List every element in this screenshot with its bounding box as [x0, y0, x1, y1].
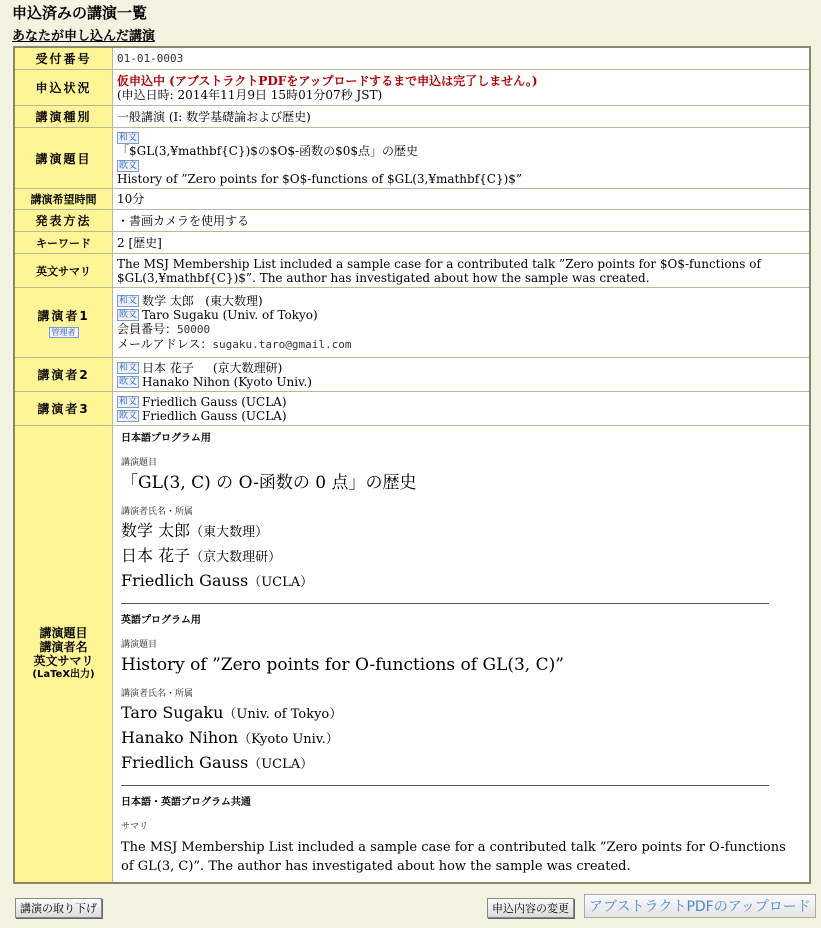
upload-pdf-button[interactable]: アブストラクトPDFのアップロード: [584, 894, 816, 918]
speaker1-ja-aff: (東大数理): [205, 293, 263, 308]
method-label: 発表方法: [14, 210, 113, 232]
speaker2-value: [113, 358, 811, 392]
row-title: [14, 128, 810, 189]
status-date: (申込日時: 2014年11月9日 15時01分07秒 JST): [117, 87, 383, 102]
speaker1-label-cell: [14, 288, 113, 358]
row-speaker3: [14, 392, 810, 426]
speaker3-label: 講演者3: [14, 392, 113, 426]
receipt-label: 受付番号: [14, 47, 113, 70]
en-speakers-heading: 講演者氏名・所属: [121, 689, 194, 699]
summary-heading: サマリ: [121, 822, 149, 832]
latex-label-1: 講演題目: [39, 626, 88, 640]
row-speaker2: [14, 358, 810, 392]
en-tag: 欧文: [119, 411, 138, 421]
ja-speaker-2: 日本 花子（京大数理研）: [121, 546, 282, 565]
en-speaker-2: Hanako Nihon（Kyoto Univ.）: [121, 728, 339, 747]
en-speaker-1: Taro Sugaku（Univ. of Tokyo）: [121, 703, 343, 722]
latex-output: [113, 426, 811, 884]
keyword-value: 2 [歴史]: [113, 232, 811, 254]
en-speaker-3: Friedlich Gauss（UCLA）: [121, 753, 314, 772]
en-title-heading: 講演題目: [121, 640, 158, 650]
my-talks-link[interactable]: あなたが申し込んだ講演: [12, 29, 156, 44]
speaker3-en: Friedlich Gauss (UCLA): [142, 408, 287, 423]
speaker2-label: 講演者2: [14, 358, 113, 392]
summary-label: 英文サマリ: [14, 254, 113, 288]
title-ja: 「$GL(3,¥mathbf{C})$の$O$-函数の$0$点」の歴史: [117, 144, 418, 158]
row-method: [14, 210, 810, 232]
ja-tag: 和文: [119, 363, 138, 373]
row-speaker1: [14, 288, 810, 358]
member-no-label: 会員番号：: [117, 321, 178, 336]
en-title: History of ”Zero points for O-functions of GL(3, C)”: [121, 655, 564, 675]
row-status: [14, 70, 810, 106]
latex-label-cell: [14, 426, 113, 884]
keyword-label: キーワード: [14, 232, 113, 254]
email-label: メールアドレス：: [117, 336, 213, 351]
en-tag: 欧文: [119, 160, 138, 171]
row-duration: [14, 189, 810, 210]
row-latex: [14, 426, 810, 884]
row-keyword: [14, 232, 810, 254]
status-warning: 仮申込中 (アブストラクトPDFをアップロードするまで申込は完了しません。): [117, 73, 538, 88]
speaker2-ja-aff: (京大数理研): [212, 360, 283, 375]
ja-title-heading: 講演題目: [121, 458, 158, 468]
ja-speaker-3: Friedlich Gauss（UCLA）: [121, 571, 314, 590]
member-no: 50000: [177, 322, 211, 336]
speaker2-en: Hanako Nihon (Kyoto Univ.): [142, 374, 312, 389]
speaker1-value: [113, 288, 811, 358]
status-label: 申込状況: [14, 70, 113, 106]
status-value: [113, 70, 811, 106]
speaker1-ja-name: 数学 太郎: [142, 293, 194, 308]
common-heading: 日本語・英語プログラム共通: [121, 797, 251, 808]
divider: [121, 603, 769, 604]
latex-label-2: 講演者名: [39, 640, 88, 654]
en-tag: 欧文: [119, 310, 138, 320]
duration-value: 10分: [113, 189, 811, 210]
speaker2-ja-name: 日本 花子: [142, 360, 194, 375]
ja-title: 「GL(3, C) の O-函数の 0 点」の歴史: [121, 473, 417, 493]
talk-detail-table: [13, 46, 811, 884]
latex-label-3: 英文サマリ: [33, 654, 94, 668]
title-label: 講演題目: [14, 128, 113, 189]
speaker1-label: 講演者1: [37, 309, 90, 323]
type-value: 一般講演 (I: 数学基礎論および歴史): [113, 106, 811, 128]
latex-label-4: (LaTeX出力): [32, 669, 95, 680]
duration-label: 講演希望時間: [14, 189, 113, 210]
speaker3-ja: Friedlich Gauss (UCLA): [142, 394, 287, 409]
row-summary: [14, 254, 810, 288]
withdraw-button[interactable]: 講演の取り下げ: [15, 898, 102, 918]
latex-summary: The MSJ Membership List included a sample case for a contributed talk ”Zero points for O-functions of GL(3, C)”. The author has investigated about how the sample was created.: [121, 840, 786, 874]
ja-tag: 和文: [119, 296, 138, 306]
speaker1-en: Taro Sugaku (Univ. of Tokyo): [142, 307, 318, 322]
type-label: 講演種別: [14, 106, 113, 128]
en-tag: 欧文: [119, 377, 138, 387]
speaker3-value: [113, 392, 811, 426]
receipt-value: 01-01-0003: [113, 47, 811, 70]
page-title: 申込済みの講演一覧: [12, 4, 148, 22]
title-value: [113, 128, 811, 189]
title-en: History of ”Zero points for $O$-functions of $GL(3,¥mathbf{C})$”: [117, 172, 523, 186]
divider: [121, 785, 769, 786]
ja-tag: 和文: [119, 132, 138, 143]
email: sugaku.taro@gmail.com: [212, 337, 352, 351]
ja-tag: 和文: [119, 397, 138, 407]
manager-badge: 管理者: [49, 327, 79, 338]
row-receipt: [14, 47, 810, 70]
ja-speakers-heading: 講演者氏名・所属: [121, 507, 194, 517]
ja-program-heading: 日本語プログラム用: [121, 433, 211, 444]
change-button[interactable]: 申込内容の変更: [487, 898, 574, 918]
summary-value: The MSJ Membership List included a sample case for a contributed talk ”Zero points for $O$-functions of $GL(3,¥mathbf{C})$”. The author has investigated about how the sample was created.: [113, 254, 811, 288]
en-program-heading: 英語プログラム用: [121, 615, 201, 626]
row-type: [14, 106, 810, 128]
method-value: ・書画カメラを使用する: [113, 210, 811, 232]
ja-speaker-1: 数学 太郎（東大数理）: [121, 521, 269, 540]
